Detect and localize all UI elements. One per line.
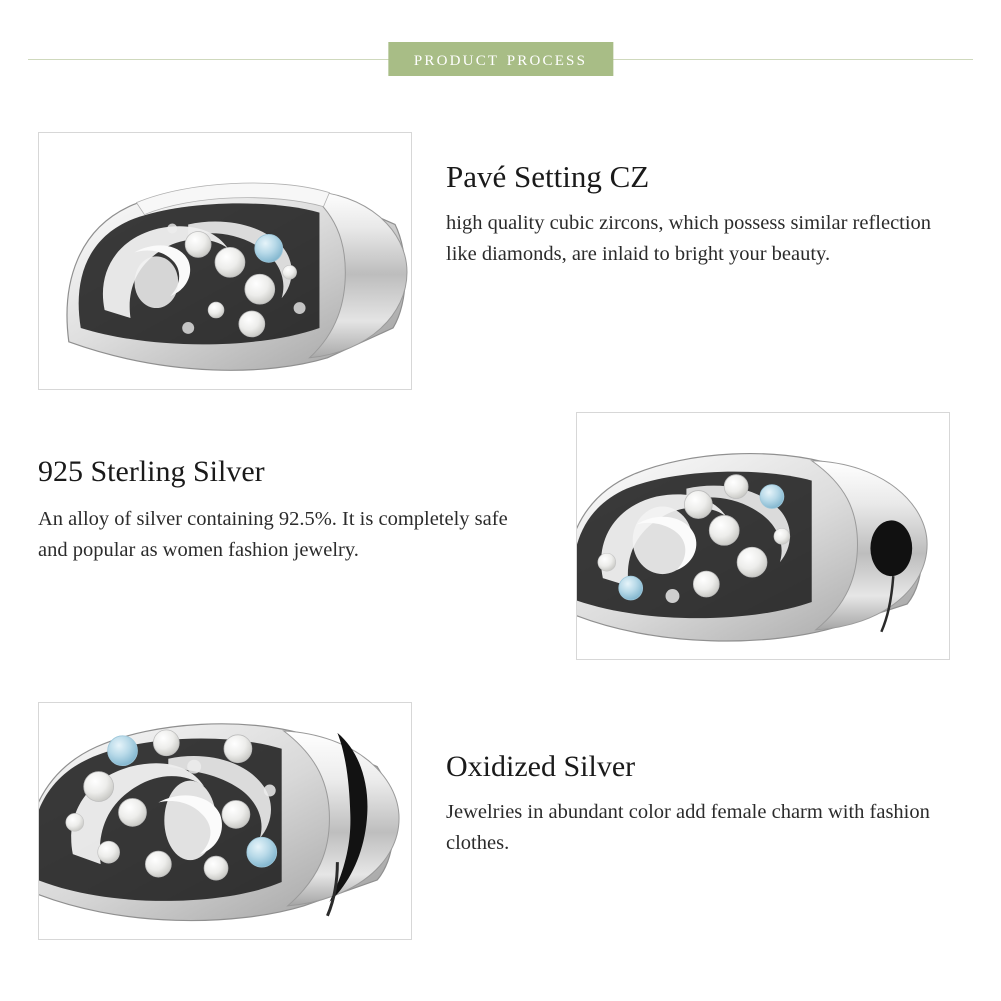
- product-image-1: [38, 132, 412, 390]
- bead-illustration-3: [39, 703, 411, 940]
- bead-illustration-2: [577, 413, 949, 660]
- product-image-2: [576, 412, 950, 660]
- feature-title: Oxidized Silver: [446, 750, 636, 783]
- feature-title: Pavé Setting CZ: [446, 159, 650, 194]
- page-title: product process: [388, 42, 613, 76]
- page-header: [0, 42, 1001, 78]
- product-image-3: [38, 702, 412, 940]
- feature-body: Jewelries in abundant color add female charm with fashion clothes.: [446, 801, 930, 855]
- feature-body: high quality cubic zircons, which possess similar reflection like diamonds, are inlaid to bright your beauty.: [446, 212, 932, 266]
- feature-block-pave-setting-cz: [446, 160, 966, 270]
- feature-block-925-sterling-silver: [38, 455, 518, 566]
- feature-block-oxidized-silver: [446, 750, 946, 859]
- feature-title: 925 Sterling Silver: [38, 455, 265, 488]
- feature-body: An alloy of silver containing 92.5%. It is completely safe and popular as women fashion jewelry.: [38, 508, 508, 562]
- bead-illustration-1: [39, 133, 411, 390]
